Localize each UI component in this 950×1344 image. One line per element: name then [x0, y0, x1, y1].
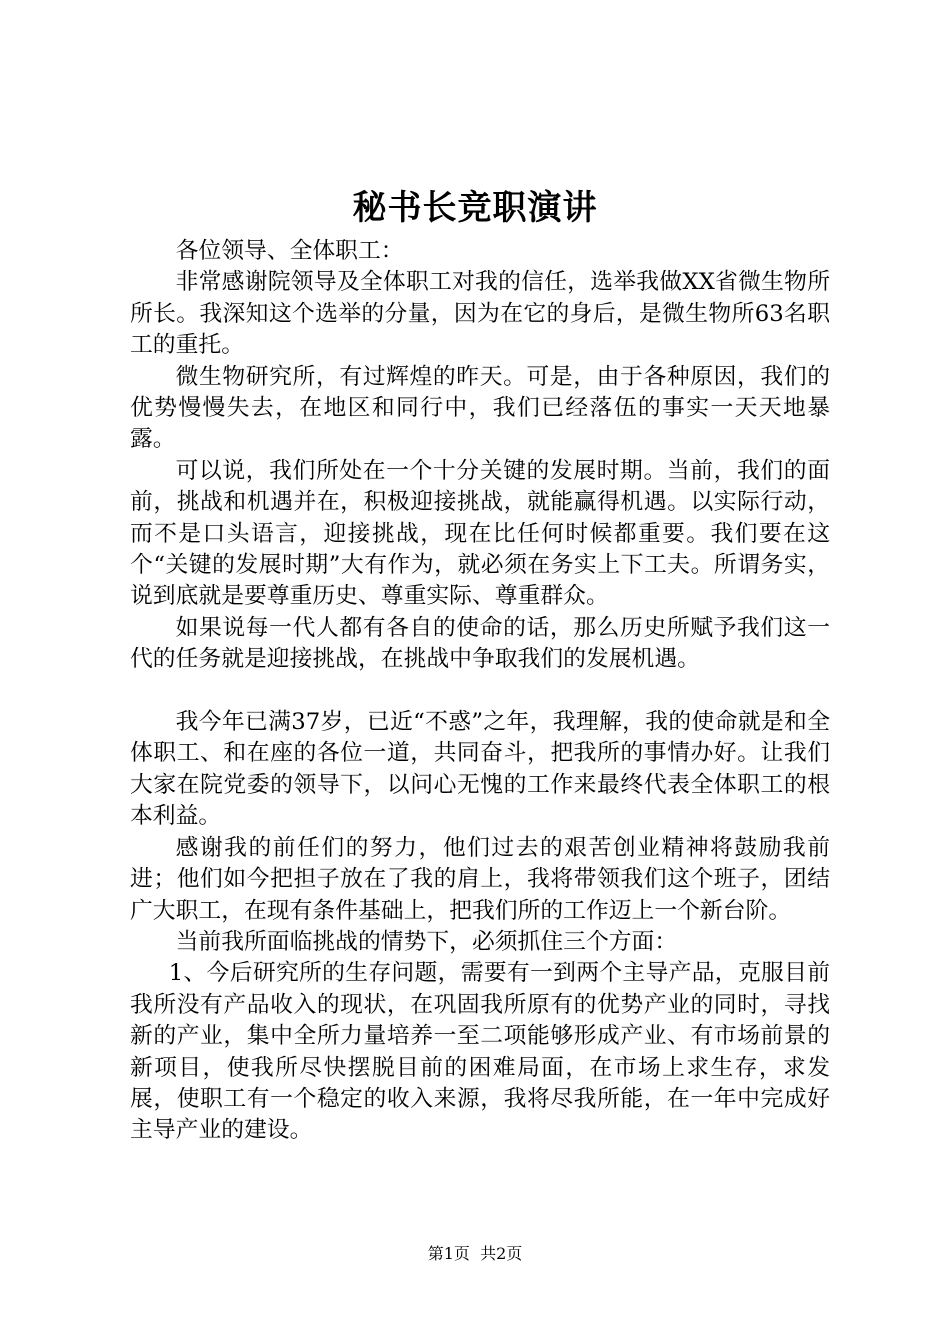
- paragraph: 感谢我的前任们的努力，他们过去的艰苦创业精神将鼓励我前进；他们如今把担子放在了我的肩上，我将带领我们这个班子，团结广大职工，在现有条件基础上，把我们所的工作迈上一个新台阶。: [130, 834, 830, 924]
- paragraph: 我今年已满37岁，已近“不惑”之年，我理解，我的使命就是和全体职工、和在座的各位一道，共同奋斗，把我所的事情办好。让我们大家在院党委的领导下，以问心无愧的工作来最终代表全体职工的根本利益。: [130, 709, 830, 830]
- paragraph-salutation: 各位领导、全体职工：: [175, 238, 404, 264]
- paragraph-list-item: 1、今后研究所的生存问题，需要有一到两个主导产品，克服目前我所没有产品收入的现状，在巩固我所原有的优势产业的同时，寻找新的产业，集中全所力量培养一至二项能够形成产业、有市场前景的新项目，使我所尽快摆脱目前的困难局面，在市场上求生存，求发展，使职工有一个稳定的收入来源，我将尽我所能，在一年中完成好主导产业的建设。: [130, 960, 830, 1144]
- page-number: 第1页 共2页: [427, 1244, 523, 1263]
- paragraph: 微生物研究所，有过辉煌的昨天。可是，由于各种原因，我们的优势慢慢失去，在地区和同行中，我们已经落伍的事实一天天地暴露。: [130, 363, 830, 453]
- paragraph: 如果说每一代人都有各自的使命的话，那么历史所赋予我们这一代的任务就是迎接挑战，在挑战中争取我们的发展机遇。: [130, 614, 830, 673]
- document-title: 秘书长竞职演讲: [352, 188, 598, 228]
- page-footer: [0, 1243, 950, 1265]
- paragraph: 可以说，我们所处在一个十分关键的发展时期。当前，我们的面前，挑战和机遇并在，积极迎接挑战，就能赢得机遇。以实际行动，而不是口头语言，迎接挑战，现在比任何时候都重要。我们要在这个“关键的发展时期”大有作为，就必须在务实上下工夫。所谓务实，说到底就是要尊重历史、尊重实际、尊重群众。: [130, 457, 830, 610]
- paragraph: 非常感谢院领导及全体职工对我的信任，选举我做XX省微生物所所长。我深知这个选举的分量，因为在它的身后，是微生物所63名职工的重托。: [130, 269, 830, 359]
- paragraph: 当前我所面临挑战的情势下，必须抓住三个方面：: [175, 928, 678, 955]
- document-body: [130, 236, 830, 1147]
